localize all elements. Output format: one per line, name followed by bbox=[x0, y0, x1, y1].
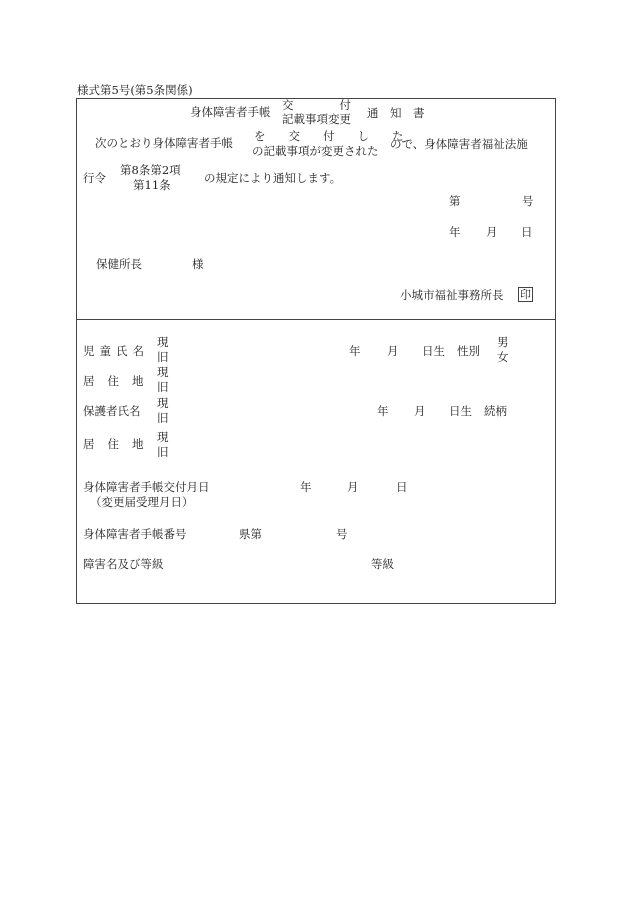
relationship-label: 続柄 bbox=[484, 404, 507, 418]
notice-title-option-issue: 交 付 bbox=[282, 98, 351, 112]
addressee-honorific: 様 bbox=[192, 257, 204, 271]
guardian-address-label: 居住地 bbox=[83, 437, 157, 451]
sex-label: 性別 bbox=[457, 344, 480, 358]
disability-label: 障害名及び等級 bbox=[83, 557, 164, 571]
notice-body-lead: 次のとおり身体障害者手帳 bbox=[95, 136, 233, 150]
notice-date-day: 日 bbox=[521, 225, 533, 239]
notice-title-option-change: 記載事項変更 bbox=[282, 112, 351, 126]
notice-number-go: 号 bbox=[522, 194, 534, 208]
guardian-name-label: 保護者氏名 bbox=[83, 404, 141, 418]
issuer-title: 小城市福祉事務所長 bbox=[400, 288, 504, 302]
change-date-label: （変更届受理月日） bbox=[90, 495, 194, 509]
guardian-birth-month: 月 bbox=[414, 404, 426, 418]
seal-mark: 印 bbox=[520, 288, 531, 301]
notice-number-dai: 第 bbox=[449, 194, 461, 208]
issue-date-year: 年 bbox=[300, 480, 312, 494]
issue-date-day: 日 bbox=[396, 480, 408, 494]
child-birth-day: 日生 bbox=[422, 344, 445, 358]
issue-date-month: 月 bbox=[347, 480, 359, 494]
grade-label: 等級 bbox=[371, 557, 394, 571]
guardian-name-current: 現 bbox=[157, 396, 169, 410]
notice-date-month: 月 bbox=[486, 225, 498, 239]
notice-date-year: 年 bbox=[449, 225, 461, 239]
notice-body-option-issued: を 交 付 し た bbox=[254, 129, 404, 143]
section-divider bbox=[76, 319, 556, 320]
child-name-previous: 旧 bbox=[157, 350, 169, 364]
guardian-address-previous: 旧 bbox=[157, 445, 169, 459]
child-address-current: 現 bbox=[157, 365, 169, 379]
notice-title-suffix: 通 知 書 bbox=[367, 106, 425, 120]
article-option-8: 第8条第2項 bbox=[120, 163, 181, 177]
article-option-11: 第11条 bbox=[133, 178, 171, 192]
notice-line2-end: の規定により通知します。 bbox=[204, 171, 342, 185]
notice-title-prefix: 身体障害者手帳 bbox=[190, 105, 271, 119]
issue-date-label: 身体障害者手帳交付月日 bbox=[83, 480, 210, 494]
guardian-name-previous: 旧 bbox=[157, 411, 169, 425]
addressee: 保健所長 bbox=[96, 257, 142, 271]
child-address-label: 居住地 bbox=[83, 374, 157, 388]
child-name-current: 現 bbox=[157, 335, 169, 349]
booklet-prefecture-dai: 県第 bbox=[239, 527, 262, 541]
child-birth-month: 月 bbox=[387, 344, 399, 358]
sex-female: 女 bbox=[497, 350, 509, 364]
child-name-label: 児童氏名 bbox=[83, 344, 149, 358]
guardian-address-current: 現 bbox=[157, 430, 169, 444]
booklet-number-label: 身体障害者手帳番号 bbox=[83, 527, 187, 541]
notice-body-tail: ので、身体障害者福祉法施 bbox=[390, 137, 528, 151]
child-birth-year: 年 bbox=[349, 344, 361, 358]
sex-male: 男 bbox=[497, 335, 509, 349]
notice-body-option-changed: の記載事項が変更された bbox=[252, 144, 379, 158]
notice-line2-start: 行令 bbox=[83, 171, 106, 185]
booklet-number-go: 号 bbox=[336, 527, 348, 541]
child-address-previous: 旧 bbox=[157, 380, 169, 394]
guardian-birth-day: 日生 bbox=[449, 404, 472, 418]
form-number: 様式第5号(第5条関係) bbox=[77, 83, 193, 97]
guardian-birth-year: 年 bbox=[377, 404, 389, 418]
